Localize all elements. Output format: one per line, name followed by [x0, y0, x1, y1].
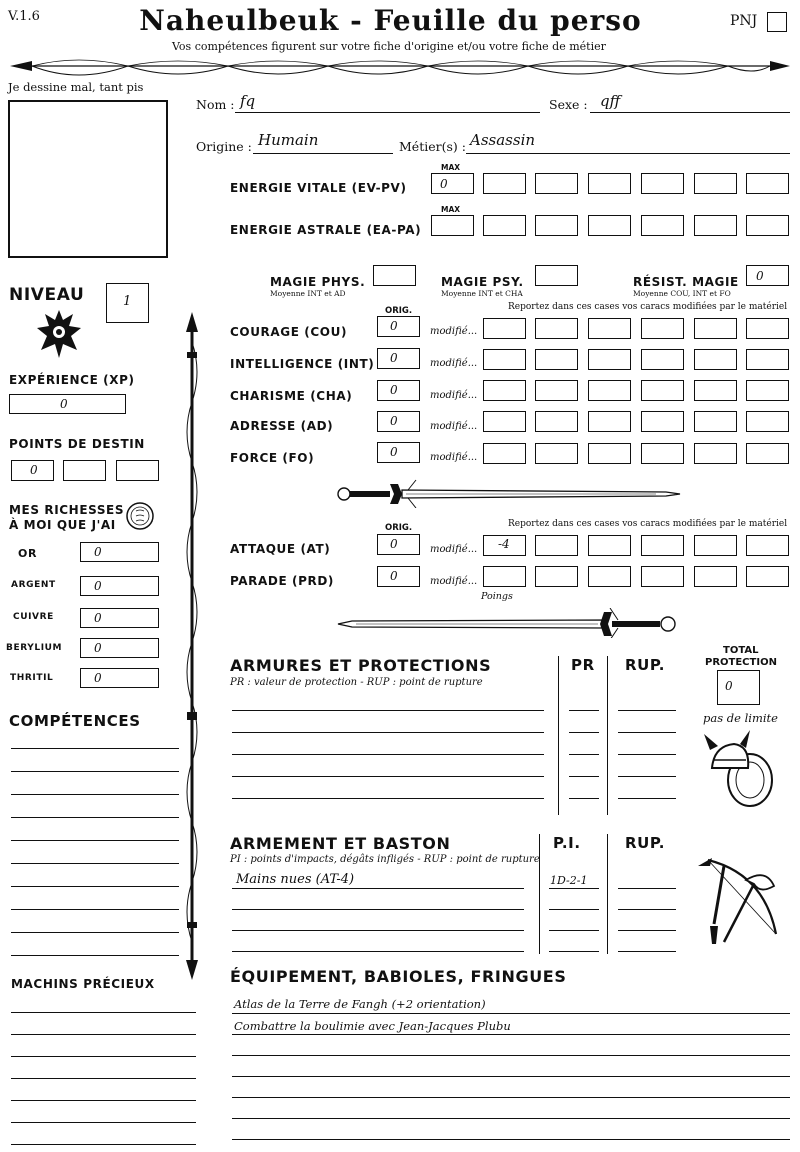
experience-value: 0 — [60, 397, 68, 411]
richesses-label-2: À MOI QUE J'AI — [9, 518, 116, 532]
weapons-icon — [694, 854, 786, 950]
carac-mod-box[interactable] — [746, 380, 789, 401]
origine-field[interactable]: Humain — [258, 131, 319, 149]
vertical-spear-icon — [180, 312, 204, 980]
ev-max-box[interactable] — [431, 173, 474, 194]
combat-note: Reportez dans ces cases vos caracs modifiées par le matériel — [508, 519, 788, 529]
destin-box[interactable] — [63, 460, 106, 481]
ev-box[interactable] — [588, 173, 631, 194]
niveau-label: NIVEAU — [9, 285, 85, 305]
parade-mod-box[interactable] — [535, 566, 578, 587]
metier-label: Métier(s) : — [399, 139, 466, 154]
armement-note: PI : points d'impacts, dégâts infligés - RUP : point de rupture — [230, 854, 540, 865]
ev-box[interactable] — [694, 173, 737, 194]
attaque-mod-box[interactable] — [694, 535, 737, 556]
attaque-mod-box[interactable] — [641, 535, 684, 556]
machins-title: MACHINS PRÉCIEUX — [11, 977, 155, 991]
argent-box[interactable] — [80, 576, 159, 596]
carac-mod-box[interactable] — [746, 443, 789, 464]
resist-magie-label: RÉSIST. MAGIE — [633, 275, 739, 289]
page-title: Naheulbeuk - Feuille du perso — [139, 4, 642, 37]
armement-title: ARMEMENT ET BASTON — [230, 834, 451, 853]
orig-label: ORIG. — [385, 306, 413, 316]
page-subtitle: Vos compétences figurent sur votre fiche d'origine et/ou votre fiche de métier — [172, 40, 606, 53]
ev-box[interactable] — [535, 173, 578, 194]
carac-mod-box[interactable] — [483, 380, 526, 401]
carac-mod-box[interactable] — [588, 380, 631, 401]
ea-max-box[interactable] — [431, 215, 474, 236]
pas-de-limite: pas de limite — [703, 711, 778, 725]
portrait-caption: Je dessine mal, tant pis — [8, 80, 144, 94]
carac-mod-box[interactable] — [588, 349, 631, 370]
or-label: OR — [18, 547, 38, 560]
carac-mod-box[interactable] — [641, 443, 684, 464]
carac-mod-box[interactable] — [694, 380, 737, 401]
attaque-orig-box[interactable] — [377, 534, 420, 555]
ea-box[interactable] — [588, 215, 631, 236]
nom-field[interactable]: fq — [240, 92, 256, 110]
armures-note: PR : valeur de protection - RUP : point de rupture — [230, 677, 483, 688]
armures-title: ARMURES ET PROTECTIONS — [230, 656, 492, 675]
berylium-box[interactable] — [80, 638, 159, 658]
carac-mod-box[interactable] — [535, 411, 578, 432]
armement-col-pi: P.I. — [553, 834, 581, 852]
resist-magie-note: Moyenne COU, INT et FO — [633, 289, 731, 298]
carac-orig-box[interactable] — [377, 442, 420, 463]
nom-label: Nom : — [196, 97, 235, 112]
magie-psy-box[interactable] — [535, 265, 578, 286]
total-protection-box[interactable] — [717, 670, 760, 705]
berylium-label: BERYLIUM — [6, 643, 63, 653]
ev-box[interactable] — [746, 173, 789, 194]
total-protection-label: TOTAL — [723, 645, 759, 656]
carac-mod-box[interactable] — [483, 443, 526, 464]
carac-label: ADRESSE (AD) — [230, 419, 334, 433]
helmet-shield-icon — [700, 728, 778, 810]
carac-mod-box[interactable] — [483, 318, 526, 339]
carac-mod-box[interactable] — [694, 411, 737, 432]
attaque-mod-box[interactable] — [746, 535, 789, 556]
carac-mod-box[interactable] — [588, 411, 631, 432]
thritil-label: THRITIL — [10, 673, 54, 683]
ea-box[interactable] — [641, 215, 684, 236]
sword-icon — [336, 608, 682, 638]
cuivre-box[interactable] — [80, 608, 159, 628]
total-protection-value: 0 — [725, 679, 733, 693]
carac-mod-box[interactable] — [535, 380, 578, 401]
arme-name[interactable]: Mains nues (AT-4) — [236, 872, 355, 887]
ev-box[interactable] — [483, 173, 526, 194]
parade-label: PARADE (PRD) — [230, 574, 335, 588]
magie-phys-label: MAGIE PHYS. — [270, 275, 366, 289]
attaque-mod-value: -4 — [498, 537, 510, 551]
thritil-box[interactable] — [80, 668, 159, 688]
carac-orig-box[interactable] — [377, 380, 420, 401]
arme-pi[interactable]: 1D-2-1 — [550, 874, 588, 887]
carac-label: CHARISME (CHA) — [230, 389, 353, 403]
ea-label: ENERGIE ASTRALE (EA-PA) — [230, 223, 422, 237]
carac-orig-value: 0 — [390, 414, 398, 428]
destin-label: POINTS DE DESTIN — [9, 437, 145, 451]
berylium-value: 0 — [94, 641, 102, 655]
attaque-mod-box[interactable] — [535, 535, 578, 556]
experience-label: EXPÉRIENCE (XP) — [9, 373, 135, 387]
modifie-label: modifié... — [430, 390, 478, 401]
carac-label: FORCE (FO) — [230, 451, 315, 465]
carac-mod-box[interactable] — [641, 411, 684, 432]
argent-label: ARGENT — [11, 580, 56, 590]
magie-psy-label: MAGIE PSY. — [441, 275, 524, 289]
modifie-label: modifié... — [430, 326, 478, 337]
richesses-label: MES RICHESSES — [9, 503, 125, 517]
magie-psy-note: Moyenne INT et CHA — [441, 289, 523, 298]
ev-box[interactable] — [641, 173, 684, 194]
resist-magie-value: 0 — [756, 269, 764, 283]
ea-max-label: MAX — [441, 205, 461, 214]
resist-magie-box[interactable] — [746, 265, 789, 286]
carac-mod-box[interactable] — [694, 349, 737, 370]
equipement-item[interactable]: Atlas de la Terre de Fangh (+2 orientation) — [234, 997, 486, 1011]
ev-max-label: MAX — [441, 163, 461, 172]
argent-value: 0 — [94, 579, 102, 593]
parade-mod-box[interactable] — [483, 566, 526, 587]
equipement-item[interactable]: Combattre la boulimie avec Jean-Jacques Plubu — [234, 1019, 511, 1033]
ev-label: ENERGIE VITALE (EV-PV) — [230, 181, 407, 195]
carac-mod-box[interactable] — [588, 443, 631, 464]
modifie-label: modifié... — [430, 358, 478, 369]
carac-mod-box[interactable] — [483, 411, 526, 432]
carac-mod-box[interactable] — [746, 411, 789, 432]
version-label: V.1.6 — [8, 9, 40, 24]
attaque-label: ATTAQUE (AT) — [230, 542, 331, 556]
magie-phys-box[interactable] — [373, 265, 416, 286]
coin-icon — [125, 501, 155, 531]
carac-mod-box[interactable] — [535, 318, 578, 339]
origine-label: Origine : — [196, 139, 252, 154]
metier-field[interactable]: Assassin — [470, 131, 536, 149]
carac-orig-value: 0 — [390, 351, 398, 365]
parade-mod-box[interactable] — [641, 566, 684, 587]
carac-mod-box[interactable] — [588, 318, 631, 339]
armement-col-rup: RUP. — [625, 834, 666, 852]
armures-col-rup: RUP. — [625, 656, 666, 674]
carac-orig-box[interactable] — [377, 411, 420, 432]
total-protection-label-2: PROTECTION — [705, 657, 777, 668]
cuivre-value: 0 — [94, 611, 102, 625]
sword-icon — [336, 478, 682, 508]
carac-orig-box[interactable] — [377, 316, 420, 337]
armures-col-pr: PR — [571, 656, 595, 674]
carac-mod-box[interactable] — [694, 443, 737, 464]
caracs-note: Reportez dans ces cases vos caracs modifiées par le matériel — [508, 302, 788, 312]
equipement-title: ÉQUIPEMENT, BABIOLES, FRINGUES — [230, 967, 567, 986]
carac-mod-box[interactable] — [694, 318, 737, 339]
ev-max-value: 0 — [440, 177, 448, 191]
or-value: 0 — [94, 545, 102, 559]
destin-box[interactable] — [116, 460, 159, 481]
thritil-value: 0 — [94, 671, 102, 685]
portrait-box[interactable] — [8, 100, 168, 258]
parade-orig-box[interactable] — [377, 566, 420, 587]
carac-mod-box[interactable] — [641, 318, 684, 339]
destin-value: 0 — [30, 463, 38, 477]
dragon-icon — [33, 306, 85, 362]
carac-mod-box[interactable] — [641, 380, 684, 401]
carac-orig-value: 0 — [390, 319, 398, 333]
modifie-label: modifié... — [430, 452, 478, 463]
ea-box[interactable] — [535, 215, 578, 236]
sexe-label: Sexe : — [549, 97, 588, 112]
modifie-label: modifié... — [430, 576, 478, 587]
carac-label: INTELLIGENCE (INT) — [230, 357, 375, 371]
carac-mod-box[interactable] — [535, 443, 578, 464]
attaque-mod-box[interactable] — [588, 535, 631, 556]
modifie-label: modifié... — [430, 544, 478, 555]
cuivre-label: CUIVRE — [13, 612, 54, 622]
attaque-orig-value: 0 — [390, 537, 398, 551]
carac-mod-box[interactable] — [641, 349, 684, 370]
carac-orig-value: 0 — [390, 383, 398, 397]
sexe-field[interactable]: qff — [600, 92, 621, 110]
ea-box[interactable] — [483, 215, 526, 236]
parade-mod-box[interactable] — [588, 566, 631, 587]
magie-phys-note: Moyenne INT et AD — [270, 289, 346, 298]
parade-orig-value: 0 — [390, 569, 398, 583]
ea-box[interactable] — [694, 215, 737, 236]
carac-mod-box[interactable] — [535, 349, 578, 370]
modifie-label: modifié... — [430, 421, 478, 432]
poings-label: Poings — [481, 591, 513, 602]
or-box[interactable] — [80, 542, 159, 562]
competences-title: COMPÉTENCES — [9, 712, 141, 730]
carac-mod-box[interactable] — [746, 349, 789, 370]
carac-mod-box[interactable] — [483, 349, 526, 370]
carac-mod-box[interactable] — [746, 318, 789, 339]
carac-orig-value: 0 — [390, 445, 398, 459]
carac-label: COURAGE (COU) — [230, 325, 348, 339]
pnj-checkbox[interactable] — [767, 12, 787, 32]
parade-mod-box[interactable] — [746, 566, 789, 587]
niveau-value: 1 — [123, 294, 132, 309]
carac-orig-box[interactable] — [377, 348, 420, 369]
parade-mod-box[interactable] — [694, 566, 737, 587]
ea-box[interactable] — [746, 215, 789, 236]
pnj-label: PNJ — [730, 13, 758, 29]
combat-orig-label: ORIG. — [385, 523, 413, 533]
